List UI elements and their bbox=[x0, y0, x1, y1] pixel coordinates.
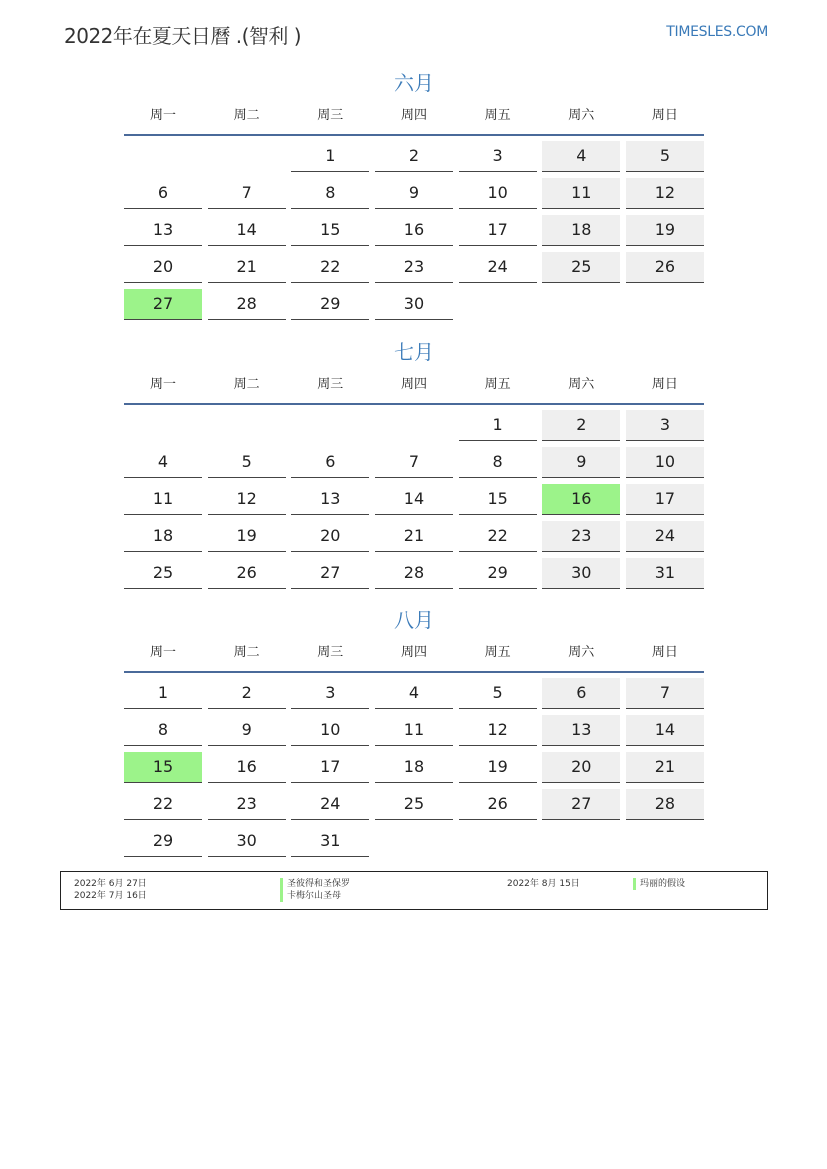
day-cell: 15 bbox=[291, 215, 369, 246]
day-cell: 6 bbox=[124, 178, 202, 209]
day-cell: 11 bbox=[375, 715, 453, 746]
days-grid bbox=[124, 673, 704, 863]
day-cell: 25 bbox=[124, 558, 202, 589]
day-cell: 31 bbox=[626, 558, 704, 589]
day-cell: 27 bbox=[542, 789, 620, 820]
holiday-marker bbox=[633, 878, 636, 890]
day-cell: 20 bbox=[291, 521, 369, 552]
day-cell: 11 bbox=[124, 484, 202, 515]
day-cell: 8 bbox=[291, 178, 369, 209]
legend-holiday-name bbox=[633, 878, 685, 890]
day-cell: 4 bbox=[542, 141, 620, 172]
empty-day-cell bbox=[291, 410, 369, 441]
site-link[interactable]: TIMESLES.COM bbox=[666, 24, 768, 40]
day-cell: 12 bbox=[626, 178, 704, 209]
weekday-label: 周五 bbox=[484, 108, 511, 123]
day-cell: 4 bbox=[375, 678, 453, 709]
page-title: 2022年在夏天日曆 .(智利 ) bbox=[64, 24, 302, 48]
day-cell: 17 bbox=[291, 752, 369, 783]
month-title: 六月 bbox=[394, 71, 434, 95]
empty-day-cell bbox=[124, 141, 202, 172]
day-cell: 1 bbox=[124, 678, 202, 709]
empty-day-cell bbox=[124, 410, 202, 441]
day-cell: 26 bbox=[459, 789, 537, 820]
day-cell: 26 bbox=[208, 558, 286, 589]
day-cell: 2 bbox=[208, 678, 286, 709]
day-cell: 9 bbox=[208, 715, 286, 746]
holiday-day-cell: 15 bbox=[124, 752, 202, 783]
days-grid bbox=[124, 136, 704, 326]
weekday-label: 周日 bbox=[651, 377, 678, 392]
weekday-header bbox=[124, 367, 704, 405]
weekday-label: 周一 bbox=[149, 645, 176, 660]
day-cell: 1 bbox=[291, 141, 369, 172]
weekday-header bbox=[124, 635, 704, 673]
day-cell: 14 bbox=[375, 484, 453, 515]
legend-holiday-name bbox=[280, 890, 341, 902]
day-cell: 7 bbox=[626, 678, 704, 709]
day-cell: 2 bbox=[542, 410, 620, 441]
day-cell: 10 bbox=[459, 178, 537, 209]
weekday-label: 周一 bbox=[149, 108, 176, 123]
day-cell: 25 bbox=[375, 789, 453, 820]
day-cell: 5 bbox=[208, 447, 286, 478]
weekday-label: 周一 bbox=[149, 377, 176, 392]
empty-day-cell bbox=[375, 410, 453, 441]
day-cell: 28 bbox=[375, 558, 453, 589]
day-cell: 16 bbox=[208, 752, 286, 783]
day-cell: 26 bbox=[626, 252, 704, 283]
weekday-label: 周日 bbox=[651, 108, 678, 123]
day-cell: 18 bbox=[375, 752, 453, 783]
day-cell: 13 bbox=[124, 215, 202, 246]
day-cell: 10 bbox=[291, 715, 369, 746]
day-cell: 4 bbox=[124, 447, 202, 478]
weekday-label: 周五 bbox=[484, 645, 511, 660]
day-cell: 30 bbox=[375, 289, 453, 320]
day-cell: 5 bbox=[626, 141, 704, 172]
weekday-label: 周六 bbox=[568, 108, 595, 123]
legend-date: 2022年 7月 16日 bbox=[74, 891, 147, 901]
weekday-label: 周三 bbox=[317, 108, 344, 123]
day-cell: 12 bbox=[459, 715, 537, 746]
day-cell: 31 bbox=[291, 826, 369, 857]
holiday-day-cell: 16 bbox=[542, 484, 620, 515]
weekday-label: 周四 bbox=[400, 377, 427, 392]
day-cell: 23 bbox=[208, 789, 286, 820]
day-cell: 28 bbox=[626, 789, 704, 820]
day-cell: 17 bbox=[626, 484, 704, 515]
day-cell: 22 bbox=[291, 252, 369, 283]
day-cell: 18 bbox=[124, 521, 202, 552]
legend-holiday-name bbox=[280, 878, 350, 890]
day-cell: 17 bbox=[459, 215, 537, 246]
legend-date: 2022年 6月 27日 bbox=[74, 879, 147, 889]
day-cell: 29 bbox=[459, 558, 537, 589]
day-cell: 30 bbox=[542, 558, 620, 589]
holiday-marker bbox=[280, 890, 283, 902]
day-cell: 21 bbox=[208, 252, 286, 283]
empty-day-cell bbox=[208, 410, 286, 441]
weekday-label: 周三 bbox=[317, 645, 344, 660]
weekday-label: 周四 bbox=[400, 108, 427, 123]
holiday-legend bbox=[60, 871, 768, 910]
day-cell: 3 bbox=[459, 141, 537, 172]
day-cell: 9 bbox=[375, 178, 453, 209]
legend-name-text: 玛丽的假设 bbox=[640, 879, 686, 889]
day-cell: 9 bbox=[542, 447, 620, 478]
weekday-label: 周五 bbox=[484, 377, 511, 392]
day-cell: 30 bbox=[208, 826, 286, 857]
day-cell: 6 bbox=[542, 678, 620, 709]
empty-day-cell bbox=[208, 141, 286, 172]
month-title: 八月 bbox=[394, 608, 434, 632]
day-cell: 24 bbox=[459, 252, 537, 283]
day-cell: 24 bbox=[626, 521, 704, 552]
month-july bbox=[124, 337, 704, 595]
weekday-label: 周二 bbox=[233, 377, 260, 392]
weekday-label: 周四 bbox=[400, 645, 427, 660]
day-cell: 19 bbox=[459, 752, 537, 783]
day-cell: 22 bbox=[459, 521, 537, 552]
month-june bbox=[124, 68, 704, 326]
day-cell: 14 bbox=[208, 215, 286, 246]
day-cell: 7 bbox=[208, 178, 286, 209]
day-cell: 12 bbox=[208, 484, 286, 515]
weekday-label: 周六 bbox=[568, 645, 595, 660]
day-cell: 21 bbox=[626, 752, 704, 783]
legend-name-text: 圣彼得和圣保罗 bbox=[287, 879, 351, 889]
day-cell: 6 bbox=[291, 447, 369, 478]
day-cell: 20 bbox=[542, 752, 620, 783]
day-cell: 14 bbox=[626, 715, 704, 746]
day-cell: 24 bbox=[291, 789, 369, 820]
day-cell: 11 bbox=[542, 178, 620, 209]
day-cell: 23 bbox=[375, 252, 453, 283]
day-cell: 7 bbox=[375, 447, 453, 478]
weekday-label: 周二 bbox=[233, 108, 260, 123]
day-cell: 2 bbox=[375, 141, 453, 172]
day-cell: 25 bbox=[542, 252, 620, 283]
day-cell: 8 bbox=[459, 447, 537, 478]
day-cell: 10 bbox=[626, 447, 704, 478]
day-cell: 15 bbox=[459, 484, 537, 515]
days-grid bbox=[124, 405, 704, 595]
day-cell: 29 bbox=[124, 826, 202, 857]
weekday-label: 周六 bbox=[568, 377, 595, 392]
day-cell: 16 bbox=[375, 215, 453, 246]
day-cell: 5 bbox=[459, 678, 537, 709]
legend-name-text: 卡梅尔山圣母 bbox=[287, 891, 342, 901]
month-title: 七月 bbox=[394, 340, 434, 364]
day-cell: 21 bbox=[375, 521, 453, 552]
day-cell: 19 bbox=[208, 521, 286, 552]
day-cell: 1 bbox=[459, 410, 537, 441]
weekday-label: 周日 bbox=[651, 645, 678, 660]
weekday-label: 周三 bbox=[317, 377, 344, 392]
day-cell: 29 bbox=[291, 289, 369, 320]
day-cell: 3 bbox=[291, 678, 369, 709]
day-cell: 22 bbox=[124, 789, 202, 820]
holiday-marker bbox=[280, 878, 283, 890]
holiday-day-cell: 27 bbox=[124, 289, 202, 320]
day-cell: 27 bbox=[291, 558, 369, 589]
month-august bbox=[124, 605, 704, 863]
day-cell: 8 bbox=[124, 715, 202, 746]
legend-date: 2022年 8月 15日 bbox=[507, 879, 580, 889]
day-cell: 3 bbox=[626, 410, 704, 441]
day-cell: 23 bbox=[542, 521, 620, 552]
day-cell: 13 bbox=[291, 484, 369, 515]
day-cell: 20 bbox=[124, 252, 202, 283]
day-cell: 18 bbox=[542, 215, 620, 246]
day-cell: 19 bbox=[626, 215, 704, 246]
day-cell: 28 bbox=[208, 289, 286, 320]
day-cell: 13 bbox=[542, 715, 620, 746]
weekday-label: 周二 bbox=[233, 645, 260, 660]
weekday-header bbox=[124, 98, 704, 136]
